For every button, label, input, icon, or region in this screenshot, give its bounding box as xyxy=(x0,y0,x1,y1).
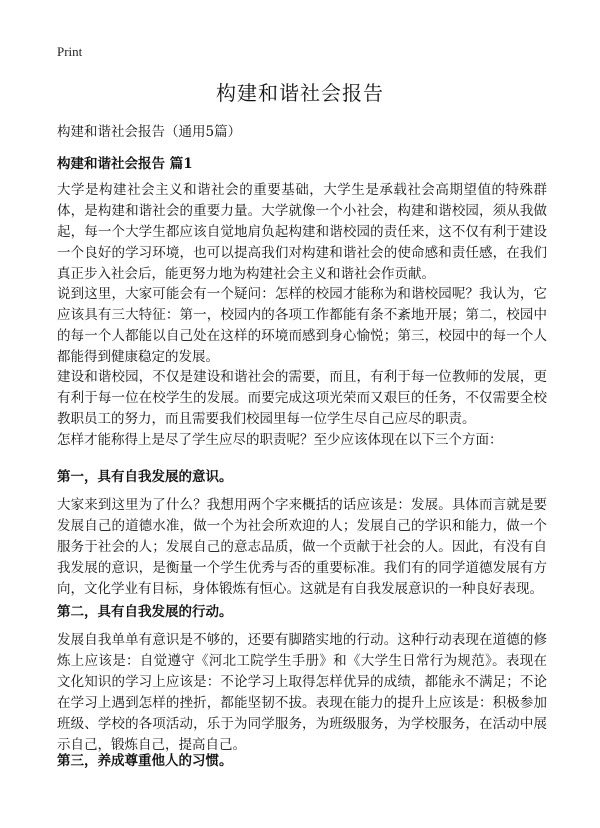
point1-paragraph: 大家来到这里为了什么？我想用两个字来概括的话应该是：发展。具体而言就是要发展自己的道德水准，做一个为社会所欢迎的人；发展自己的学识和能力，做一个服务于社会的人；发展自己的意志品质，做一个贡献于社会的人。因此，有没有自我发展的意识，是衡量一个学生优秀与否的重要标准。我们有的同学道德发展有方向，文化学业有目标，身体锻炼有恒心。这就是有自我发展意识的一种良好表现。 xyxy=(57,497,547,597)
document-subtitle: 构建和谐社会报告（通用5篇） xyxy=(57,124,242,140)
paragraph-intro: 大学是构建社会主义和谐社会的重要基础，大学生是承载社会高期望值的特殊群体，是构建和谐社会的重要力量。大学就像一个小社会，构建和谐校园，须从我做起，每一个大学生都应该自觉地肩负起构建和谐校园的责任来，这不仅有利于建设一个良好的学习环境，也可以提高我们对构建和谐社会的使命感和责任感，在我们真正步入社会后，能更努力地为构建社会主义和谐社会作贡献。 xyxy=(57,182,547,282)
paragraph-question: 说到这里，大家可能会有一个疑问：怎样的校园才能称为和谐校园呢？我认为，它应该具有三大特征：第一，校园内的各项工作都能有条不紊地开展；第二，校园中的每一个人都能以自己处在这样的环境而感到身心愉悦；第三，校园中的每一个人都能得到健康稳定的发展。 xyxy=(57,286,547,365)
point2-paragraph: 发展自我单单有意识是不够的，还要有脚踏实地的行动。这种行动表现在道德的修炼上应该是：自觉遵守《河北工院学生手册》和《大学生日常行为规范》。表现在文化知识的学习上应该是：不论学习上取得怎样优异的成绩，都能永不满足；不论在学习上遇到怎样的挫折，都能坚韧不拔。表现在能力的提升上应该是：积极参加班级、学校的各项活动，乐于为同学服务，为班级服务，为学校服务，在活动中展示自己，锻炼自己，提高自己。 xyxy=(57,632,547,753)
article-heading: 构建和谐社会报告 篇1 xyxy=(57,156,193,172)
point2-heading: 第二，具有自我发展的行动。 xyxy=(57,604,233,620)
paragraph-duties: 怎样才能称得上是尽了学生应尽的职责呢？至少应该体现在以下三个方面： xyxy=(57,432,503,448)
print-link[interactable]: Print xyxy=(57,44,83,59)
paragraph-building: 建设和谐校园，不仅是建设和谐社会的需要，而且，有利于每一位教师的发展，更有利于每一位在校学生的发展。而要完成这项光荣而又艰巨的任务，不仅需要全校教职员工的努力，而且需要我们校园里每一位学生尽自己应尽的职责。 xyxy=(57,369,547,427)
point1-heading: 第一，具有自我发展的意识。 xyxy=(57,469,233,485)
page-title: 构建和谐社会报告 xyxy=(216,81,384,105)
point3-heading: 第三，养成尊重他人的习惯。 xyxy=(57,753,233,769)
